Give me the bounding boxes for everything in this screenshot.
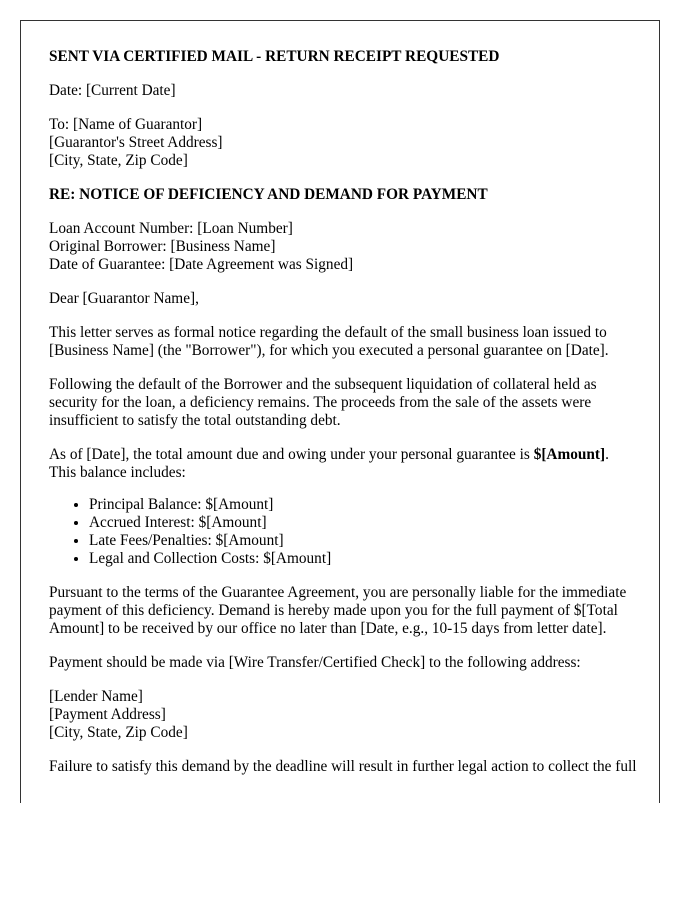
date-of-guarantee: Date of Guarantee: [Date Agreement was Signed] [49,256,354,273]
paragraph-payment-method: Payment should be made via [Wire Transfer/Certified Check] to the following address: [49,654,581,671]
payment-address [49,688,639,742]
list-item: • Accrued Interest: $[Amount] [89,514,639,532]
paragraph-notice: This letter serves as formal notice regarding the default of the small business loan issued to [Business Name] (the "Borrower"), for which you executed a personal guarantee on [Date]. [49,324,609,359]
address-line: [City, State, Zip Code] [49,724,188,741]
reference-block [49,220,639,274]
subject-line: RE: NOTICE OF DEFICIENCY AND DEMAND FOR PAYMENT [49,186,488,203]
letter-page [20,20,660,803]
recipient-line: [Guarantor's Street Address] [49,134,223,151]
amount-due-text-end: . This balance includes: [49,446,609,481]
address-line: [Payment Address] [49,706,166,723]
address-line: [Lender Name] [49,688,143,705]
paragraph-deficiency: Following the default of the Borrower and the subsequent liquidation of collateral held as security for the loan, a deficiency remains. The proceeds from the sale of the assets were insufficient to satisfy the total outstanding debt. [49,376,597,429]
date-line: Date: [Current Date] [49,82,176,99]
loan-account-number: Loan Account Number: [Loan Number] [49,220,293,237]
recipient-line: [City, State, Zip Code] [49,152,188,169]
list-item: • Legal and Collection Costs: $[Amount] [89,550,639,568]
recipient-address [49,116,639,170]
letter-body [21,21,659,776]
recipient-line: To: [Name of Guarantor] [49,116,203,133]
original-borrower: Original Borrower: [Business Name] [49,238,276,255]
paragraph-demand: Pursuant to the terms of the Guarantee Agreement, you are personally liable for the immediate payment of this deficiency. Demand is hereby made upon you for the full payment of $[Total Amount] to be received by our office no later than [Date, e.g., 10-15 days from letter date]. [49,584,627,637]
balance-breakdown-list [49,496,639,568]
paragraph-amount-due [49,446,639,482]
amount-due-text: As of [Date], the total amount due and owing under your personal guarantee is [49,446,534,463]
list-item: • Late Fees/Penalties: $[Amount] [89,532,639,550]
delivery-header: SENT VIA CERTIFIED MAIL - RETURN RECEIPT REQUESTED [49,48,500,65]
list-item: • Principal Balance: $[Amount] [89,496,639,514]
paragraph-consequences: Failure to satisfy this demand by the deadline will result in further legal action to collect the full [49,758,637,775]
salutation: Dear [Guarantor Name], [49,290,199,307]
amount-due-value: $[Amount] [533,446,606,463]
